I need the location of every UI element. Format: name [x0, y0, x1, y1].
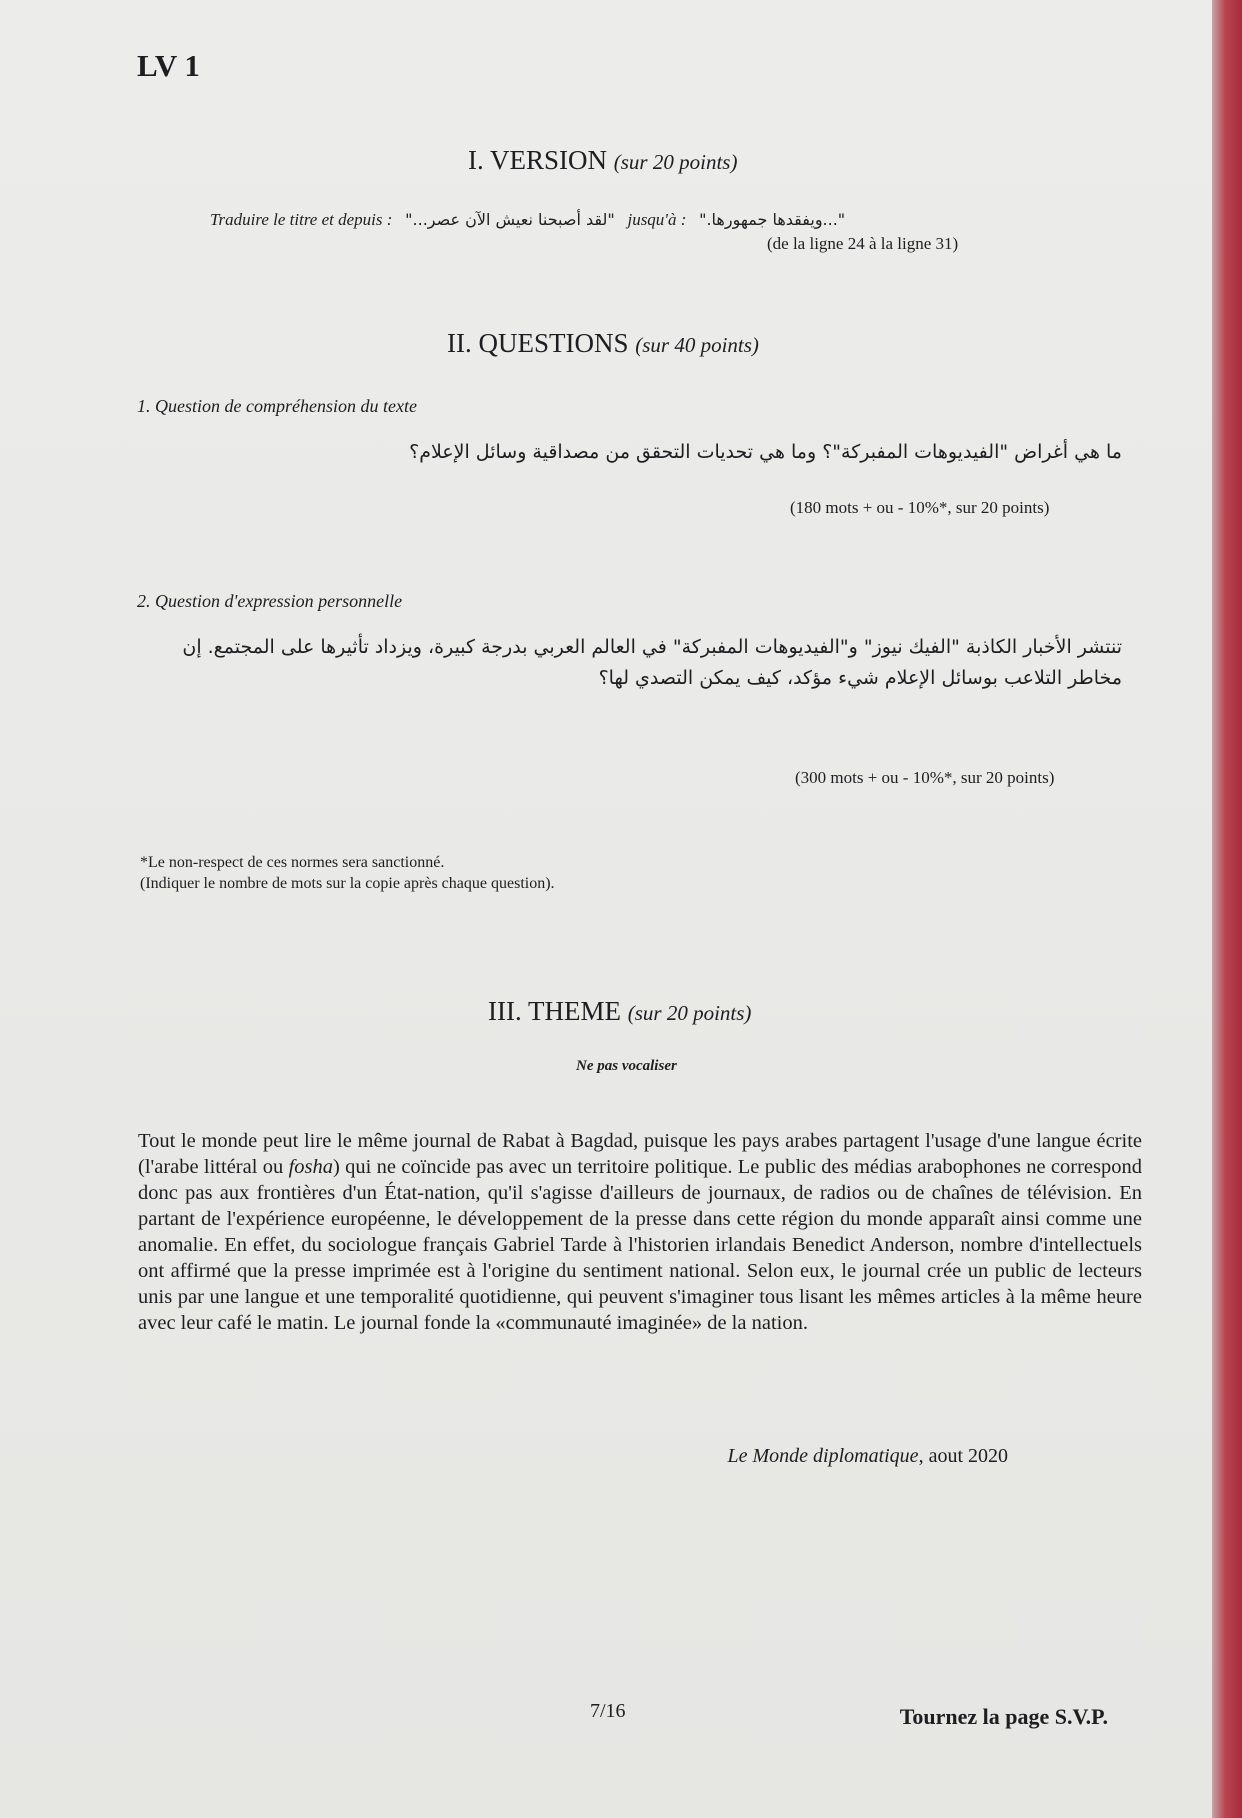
question-1-heading: 1. Question de compréhension du texte	[137, 396, 417, 416]
questions-title-text: II. QUESTIONS	[447, 328, 629, 358]
source-date: , aout 2020	[918, 1445, 1008, 1467]
questions-title	[447, 328, 759, 359]
version-until-text: "...ويفقدها جمهورها."	[699, 210, 846, 229]
version-lines-reference: (de la ligne 24 à la ligne 31)	[767, 234, 959, 253]
question-2-heading: 2. Question d'expression personnelle	[137, 591, 403, 611]
version-instruction	[210, 210, 845, 230]
theme-passage-part-1: Tout le monde peut lire le même journal de Rabat à Bagdad, puisque les pays arabes partagent l'usage d'une langue écrite (l'arabe littéral ou	[138, 1130, 1142, 1178]
theme-source	[727, 1445, 1008, 1468]
note-line-1: *Le non-respect de ces normes sera sanctionné.	[140, 854, 445, 871]
word-count-note	[140, 852, 840, 894]
version-instruction-prefix: Traduire le titre et depuis :	[210, 210, 393, 229]
source-name: Le Monde diplomatique	[727, 1445, 919, 1467]
theme-title	[488, 996, 751, 1027]
version-points: (sur 20 points)	[613, 150, 738, 174]
version-from-text: "لقد أصبحنا نعيش الآن عصر..."	[405, 210, 615, 229]
theme-passage-fosha: fosha	[288, 1156, 333, 1178]
page-number: 7/16	[590, 1700, 626, 1722]
theme-passage	[138, 1128, 1142, 1336]
question-1-text: ما هي أغراض "الفيديوهات المفبركة"؟ وما هي تحديات التحقق من مصداقية وسائل الإعلام؟	[409, 441, 1122, 463]
theme-points: (sur 20 points)	[627, 1001, 752, 1025]
version-until-label: jusqu'à :	[627, 210, 687, 229]
note-line-2: (Indiquer le nombre de mots sur la copie après chaque question).	[140, 875, 555, 892]
questions-points: (sur 40 points)	[635, 333, 759, 357]
question-1-word-count: (180 mots + ou - 10%*, sur 20 points)	[790, 498, 1050, 517]
turn-page-notice: Tournez la page S.V.P.	[899, 1704, 1108, 1729]
version-title-text: I. VERSION	[468, 145, 608, 175]
theme-passage-part-2: ) qui ne coïncide pas avec un territoire politique. Le public des médias arabophones ne correspond donc pas aux frontières d'un État-nation, qu'il s'agisse d'ailleurs de journaux, de radios ou de chaînes de télévision. En partant de l'expérience européenne, le développement de la presse dans cette région du monde apparaît ainsi comme une anomalie. En effet, du sociologue français Gabriel Tarde à l'historien irlandais Benedict Anderson, nombre d'intellectuels ont affirmé que la presse imprimée est à l'origine du sentiment national. Selon eux, le journal crée un public de lecteurs unis par une langue et une temporalité quotidienne, qui peuvent s'imaginer tous lisant les mêmes articles à la même heure avec leur café le matin. Le journal fonde la «communauté imaginée» de la nation.	[138, 1156, 1142, 1334]
question-2-word-count: (300 mots + ou - 10%*, sur 20 points)	[795, 768, 1055, 787]
theme-subtitle: Ne pas vocaliser	[576, 1058, 677, 1074]
red-cover-edge	[1212, 0, 1242, 1818]
theme-title-text: III. THEME	[488, 996, 621, 1026]
exam-code: LV 1	[137, 48, 200, 83]
version-title	[468, 145, 737, 176]
question-2-text: تنتشر الأخبار الكاذبة "الفيك نيوز" و"الفيديوهات المفبركة" في العالم العربي بدرجة كبيرة، ويزداد تأثيرها على المجتمع. إن مخاطر التلاعب بوسائل الإعلام شيء مؤكد، كيف يمكن التصدي لها؟	[182, 636, 1122, 689]
